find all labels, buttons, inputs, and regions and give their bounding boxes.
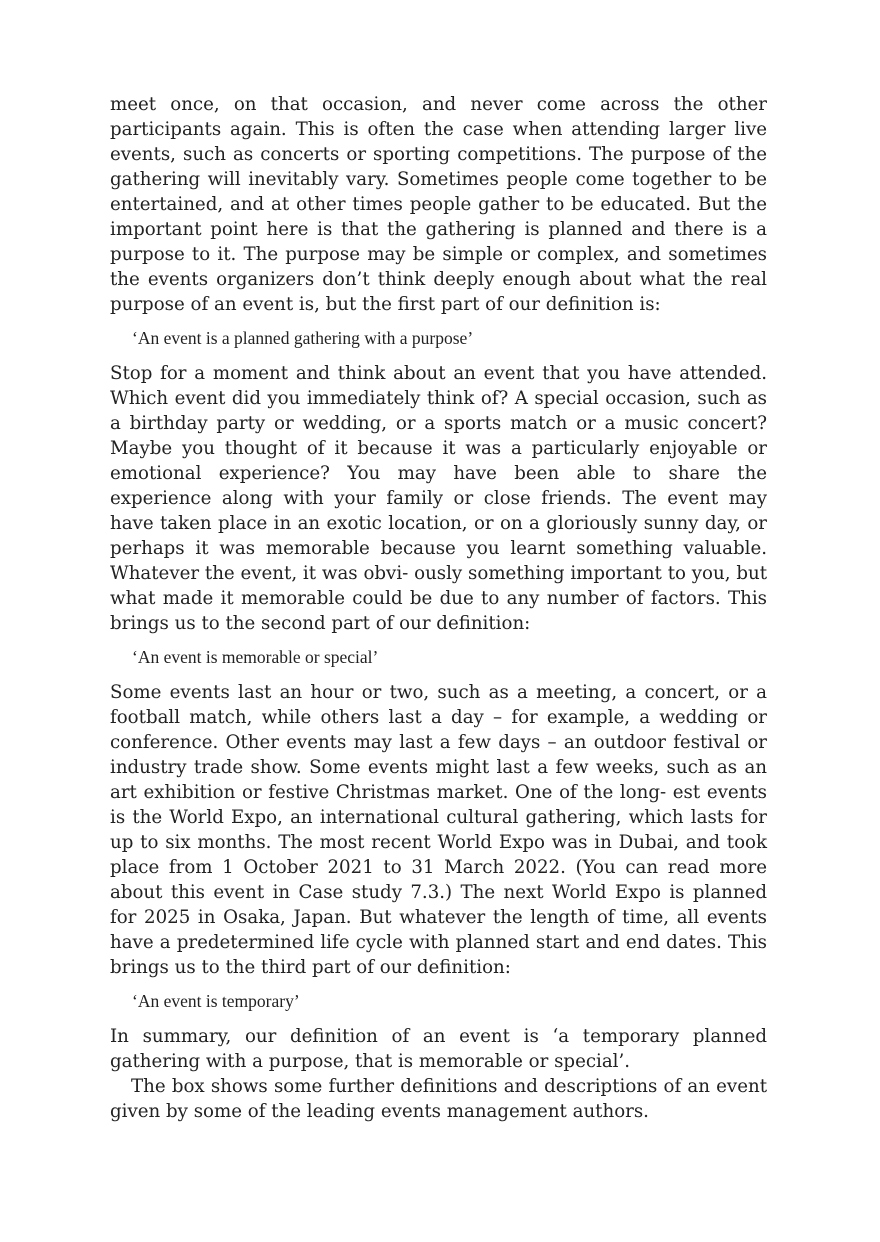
- summary-paragraph: In summary, our definition of an event is ‘a temporary planned gathering with a purpose, that is memorable or special’.: [110, 1026, 767, 1072]
- body-paragraph-1: meet once, on that occasion, and never come across the other participants again. This is often the case when attending larger live events, such as concerts or sporting competitions. The purpose of the gathering will inevitably vary. Sometimes people come together to be entertained, and at other times people gather to be educated. But the important point here is that the gathering is planned and there is a purpose to it. The purpose may be simple or complex, and sometimes the events organizers don’t think deeply enough about what the real purpose of an event is, but the first part of our definition is:: [110, 94, 767, 315]
- document-page: [110, 92, 767, 1124]
- definition-quote-2: ‘An event is memorable or special’: [132, 647, 379, 667]
- box-intro-paragraph: The box shows some further definitions and descriptions of an event given by some of the leading events management authors.: [110, 1076, 767, 1122]
- definition-quote-3: ‘An event is temporary’: [132, 991, 300, 1011]
- body-paragraph-2: Stop for a moment and think about an event that you have attended. Which event did you immediately think of? A special occasion, such as a birthday party or wedding, or a sports match or a music concert? Maybe you thought of it because it was a particularly enjoyable or emotional experience? You may have been able to share the experience along with your family or close friends. The event may have taken place in an exotic location, or on a gloriously sunny day, or perhaps it was memorable because you learnt something valuable. Whatever the event, it was obvi- ously something important to you, but what made it memorable could be due to any number of factors. This brings us to the second part of our definition:: [110, 363, 767, 634]
- definition-quote-1: ‘An event is a planned gathering with a purpose’: [132, 328, 474, 348]
- body-paragraph-3: Some events last an hour or two, such as a meeting, a concert, or a football match, while others last a day – for example, a wedding or conference. Other events may last a few days – an outdoor festival or industry trade show. Some events might last a few weeks, such as an art exhibition or festive Christmas market. One of the long- est events is the World Expo, an international cultural gathering, which lasts for up to six months. The most recent World Expo was in Dubai, and took place from 1 October 2021 to 31 March 2022. (You can read more about this event in Case study 7.3.) The next World Expo is planned for 2025 in Osaka, Japan. But whatever the length of time, all events have a predetermined life cycle with planned start and end dates. This brings us to the third part of our definition:: [110, 682, 767, 978]
